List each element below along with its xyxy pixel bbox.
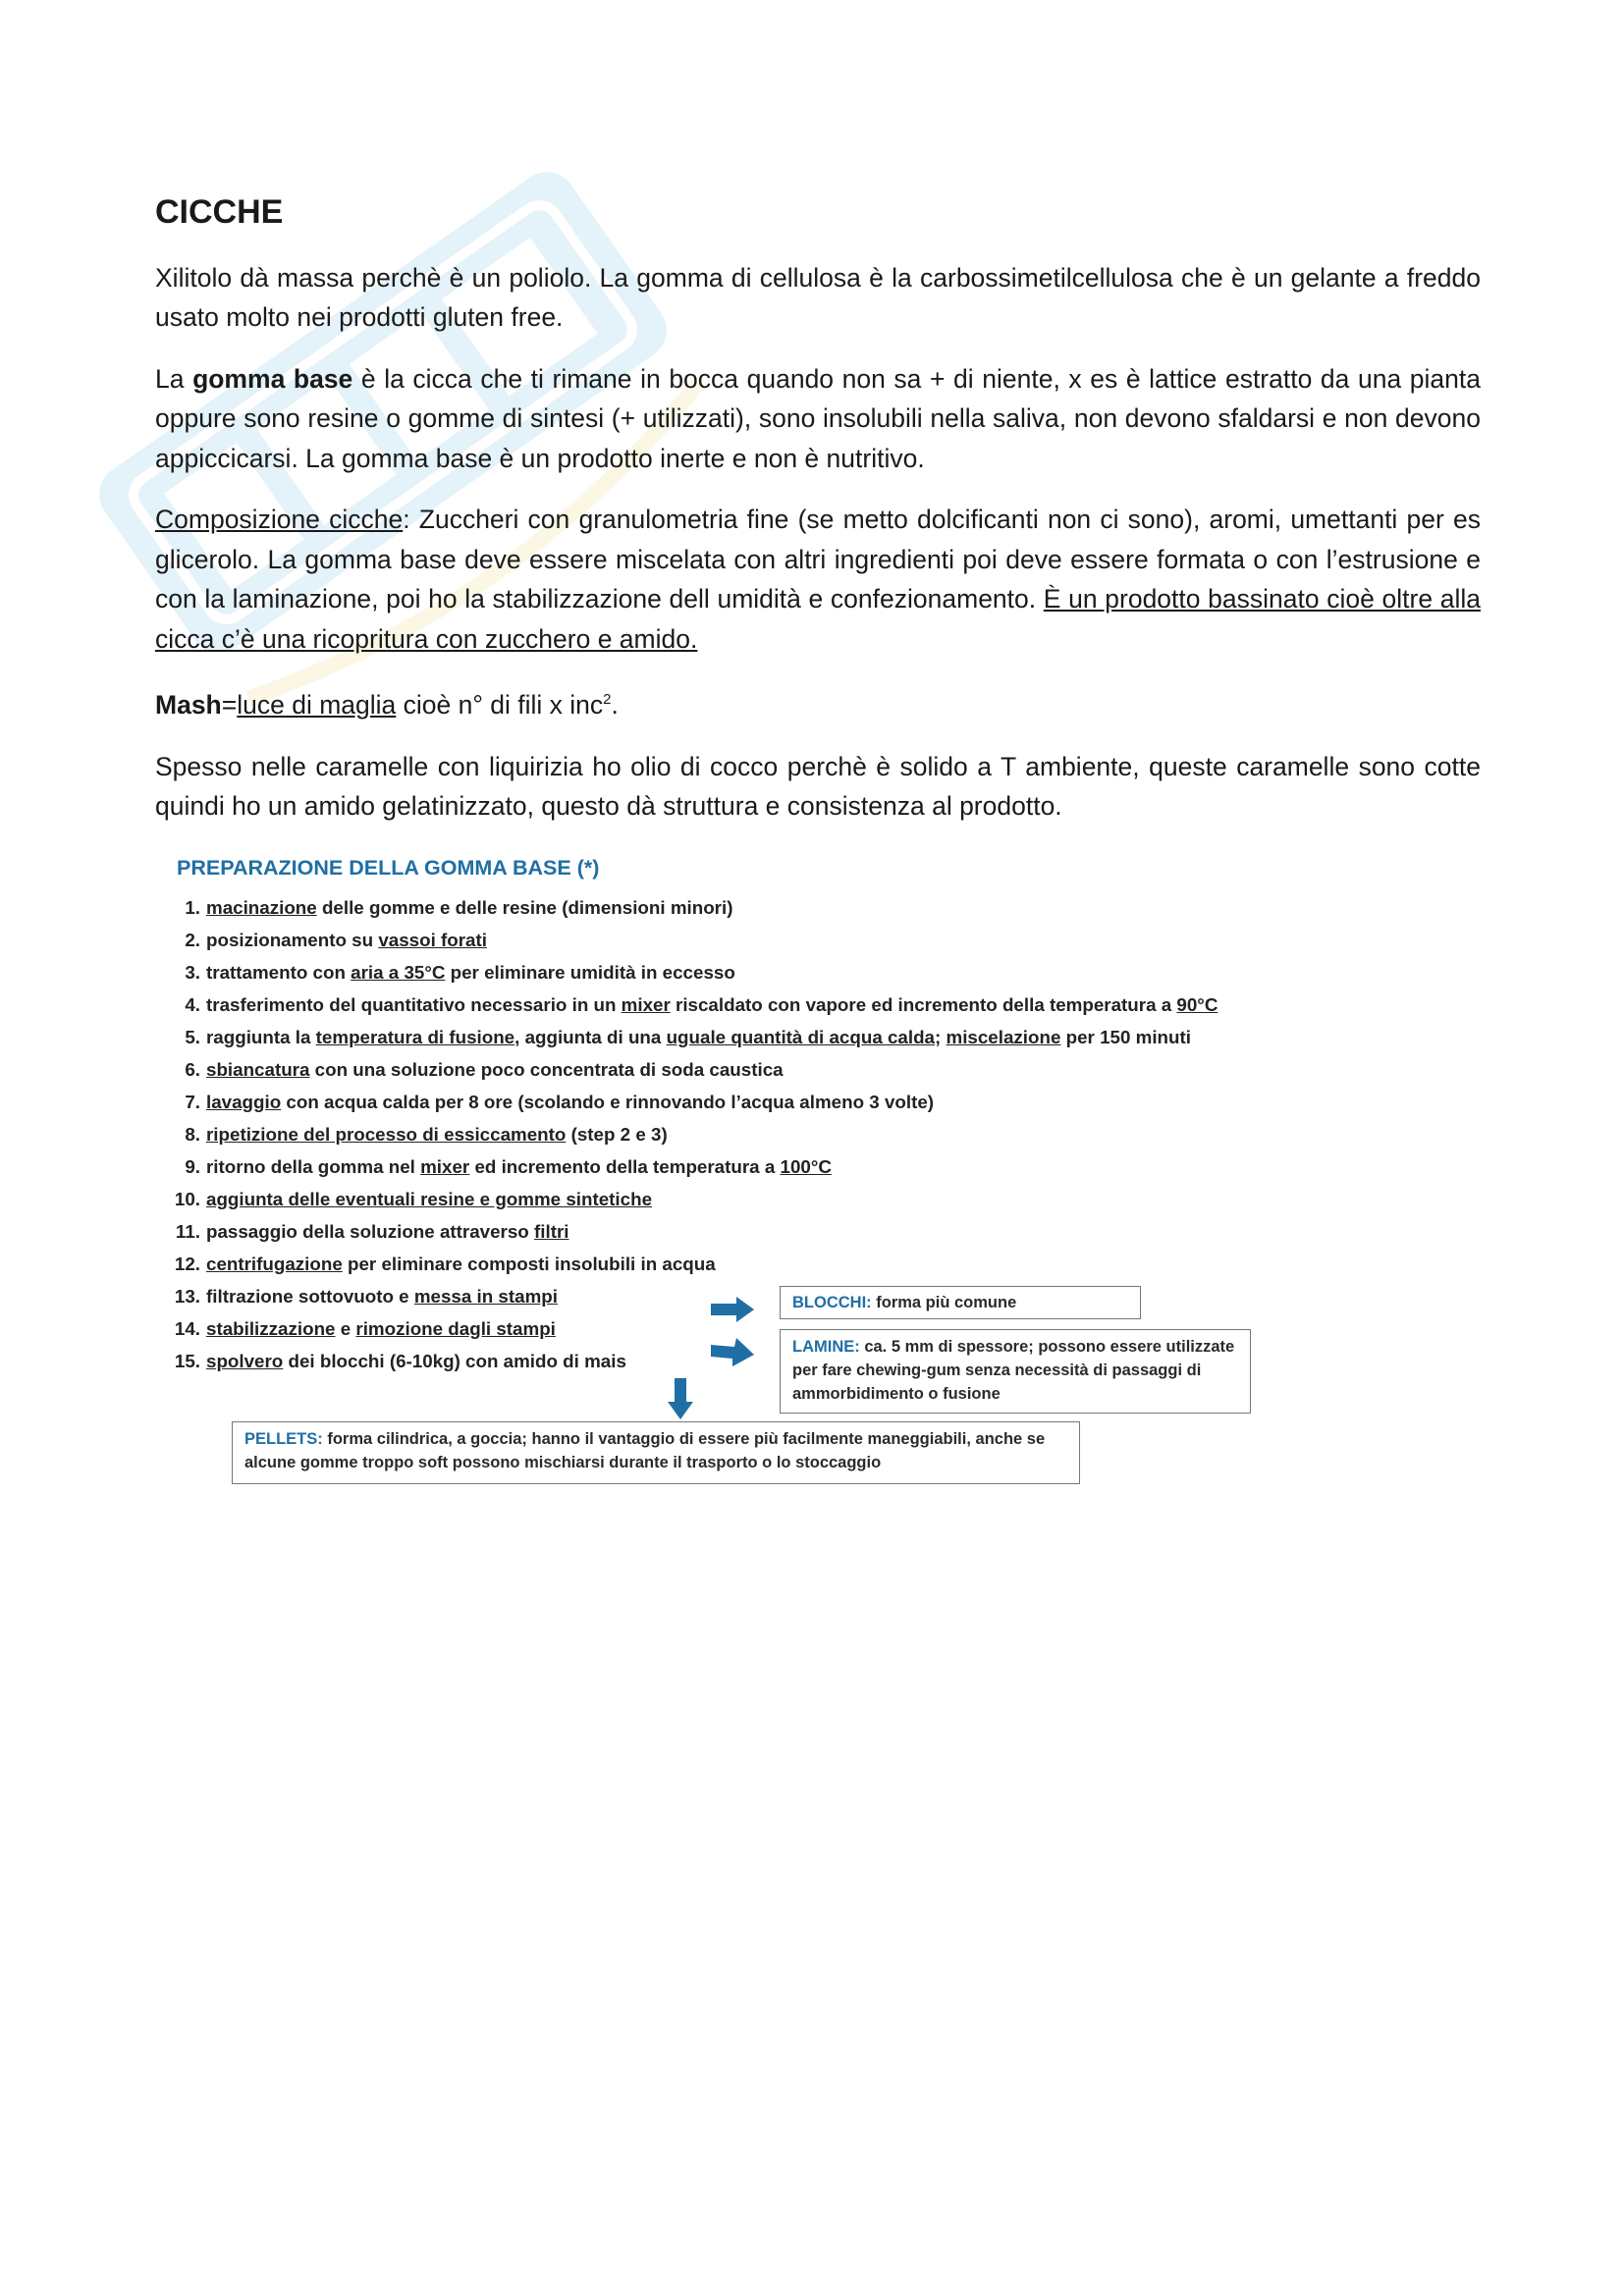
- pellets-box: [232, 1421, 1080, 1484]
- step-number: 6.: [185, 1059, 200, 1080]
- step-text: delle gomme e delle resine (dimensioni minori): [316, 897, 733, 918]
- step-text: per eliminare composti insolubili in acqua: [342, 1254, 716, 1274]
- step-text: trasferimento del quantitativo necessario in un: [206, 994, 622, 1015]
- step-number: 7.: [185, 1092, 200, 1112]
- step-number: 12.: [174, 1254, 200, 1274]
- gomma-base-term: gomma base: [192, 363, 353, 394]
- step-number: 14.: [174, 1318, 200, 1339]
- step-number: 9.: [185, 1156, 200, 1177]
- page-title: CICCHE: [155, 193, 284, 231]
- step-item: [173, 1118, 1217, 1150]
- step-text: 100°C: [780, 1156, 832, 1177]
- step-text: dei blocchi (6-10kg) con amido di mais: [283, 1351, 626, 1371]
- blocchi-tag: BLOCCHI:: [792, 1294, 872, 1311]
- step-text: spolvero: [206, 1351, 284, 1371]
- step-item: [173, 1215, 1217, 1248]
- p2-text-a: La: [155, 363, 193, 394]
- step-item: [173, 1053, 1217, 1086]
- step-text: ed incremento della temperatura a: [469, 1156, 781, 1177]
- step-text: posizionamento su: [206, 930, 379, 950]
- lamine-text: ca. 5 mm di spessore; possono essere utilizzate per fare chewing-gum senza necessità di passaggi di ammorbidimento o fusione: [792, 1338, 1235, 1403]
- paragraph-mash: [155, 680, 1481, 724]
- step-text: , aggiunta di una: [514, 1027, 667, 1047]
- step-text: uguale quantità di acqua calda: [666, 1027, 936, 1047]
- paragraph-composizione: [155, 500, 1481, 659]
- p2-text-c: è la cicca che ti rimane in bocca quando non sa + di niente, x es è lattice estratto da una pianta oppure sono resine o gomme di sintesi (+ utilizzati), sono insolubili nella saliva, non devono sfaldarsi e non devono appiccicarsi. La gomma base è un prodotto inerte e non è nutritivo.: [155, 363, 1481, 473]
- step-text: sbiancatura: [206, 1059, 310, 1080]
- gomma-base-figure: [155, 848, 1274, 1492]
- step-text: raggiunta la: [206, 1027, 316, 1047]
- lamine-tag: LAMINE:: [792, 1338, 860, 1356]
- step-text: miscelazione: [946, 1027, 1061, 1047]
- step-item: [173, 988, 1217, 1021]
- document-body: [155, 192, 1481, 848]
- step-item: [173, 924, 1217, 956]
- step-number: 2.: [185, 930, 200, 950]
- step-number: 15.: [174, 1351, 200, 1371]
- step-text: per eliminare umidità in eccesso: [445, 962, 735, 983]
- step-item: [173, 956, 1217, 988]
- step-text: macinazione: [206, 897, 317, 918]
- step-item: [173, 891, 1217, 924]
- mash-term: Mash: [155, 690, 222, 721]
- step-text: rimozione dagli stampi: [355, 1318, 556, 1339]
- step-text: mixer: [420, 1156, 470, 1177]
- step-number: 10.: [174, 1189, 200, 1209]
- step-text: filtrazione sottovuoto e: [206, 1286, 414, 1307]
- step-item: [173, 1086, 1217, 1118]
- blocchi-text: forma più comune: [871, 1294, 1017, 1311]
- arrow-right-down-icon: [711, 1333, 754, 1366]
- step-text: (step 2 e 3): [566, 1124, 668, 1145]
- p3-text-b: : Zuccheri con granulometria fine (se metto dolcificanti non ci sono), aromi, umettanti per es glicerolo. La gomma base deve essere miscelata con altri ingredienti poi deve essere formata o con l’estrusione e con la laminazione, poi ho la stabilizzazione dell umidità e confezionamento.: [155, 505, 1481, 614]
- step-text: temperatura di fusione: [315, 1027, 515, 1047]
- step-text: 90°C: [1176, 994, 1218, 1015]
- step-text: mixer: [621, 994, 671, 1015]
- step-text: con una soluzione poco concentrata di soda caustica: [309, 1059, 784, 1080]
- figure-title: PREPARAZIONE DELLA GOMMA BASE (*): [177, 856, 600, 880]
- lamine-box: [780, 1329, 1251, 1414]
- step-number: 13.: [174, 1286, 200, 1307]
- step-text: riscaldato con vapore ed incremento della temperatura a: [670, 994, 1177, 1015]
- p4-text-f: .: [611, 690, 619, 721]
- step-text: aggiunta delle eventuali resine e gomme sintetiche: [206, 1189, 653, 1209]
- pellets-text: forma cilindrica, a goccia; hanno il vantaggio di essere più facilmente maneggiabili, anche se alcune gomme troppo soft possono mischiarsi durante il trasporto o lo stoccaggio: [244, 1430, 1046, 1471]
- step-text: ripetizione del processo di essiccamento: [206, 1124, 567, 1145]
- step-number: 4.: [185, 994, 200, 1015]
- step-text: filtri: [534, 1221, 569, 1242]
- step-text: ritorno della gomma nel: [206, 1156, 421, 1177]
- composizione-heading: Composizione cicche: [155, 505, 404, 535]
- step-item: [173, 1021, 1217, 1053]
- step-item: [173, 1248, 1217, 1280]
- paragraph-xilitolo: Xilitolo dà massa perchè è un poliolo. La gomma di cellulosa è la carbossimetilcellulosa che è un gelante a freddo usato molto nei prodotti gluten free.: [155, 262, 1481, 333]
- step-number: 11.: [175, 1221, 200, 1242]
- step-number: 3.: [185, 962, 200, 983]
- paragraph-liquirizia: Spesso nelle caramelle con liquirizia ho olio di cocco perchè è solido a T ambiente, queste caramelle sono cotte quindi ho un amido gelatinizzato, questo dà struttura e consistenza al prodotto.: [155, 751, 1481, 822]
- step-text: e: [335, 1318, 356, 1339]
- step-number: 5.: [185, 1027, 200, 1047]
- arrow-down-icon: [668, 1378, 693, 1419]
- luce-di-maglia: luce di maglia: [237, 690, 397, 721]
- step-text: trattamento con: [206, 962, 352, 983]
- p4-equals: =: [221, 690, 238, 721]
- blocchi-box: [780, 1286, 1141, 1319]
- step-item: [173, 1150, 1217, 1183]
- step-number: 1.: [185, 897, 200, 918]
- step-text: messa in stampi: [413, 1286, 558, 1307]
- step-number: 8.: [185, 1124, 200, 1145]
- p4-superscript: 2: [603, 691, 612, 709]
- step-item: [173, 1183, 1217, 1215]
- step-text: con acqua calda per 8 ore (scolando e rinnovando l’acqua almeno 3 volte): [281, 1092, 935, 1112]
- bassinato-sentence: È un prodotto bassinato cioè oltre alla cicca c’è una ricopritura con zucchero e amido.: [155, 584, 1481, 654]
- p4-text-d: cioè n° di fili x inc: [396, 690, 604, 721]
- paragraph-gomma-base: [155, 359, 1481, 479]
- step-text: lavaggio: [206, 1092, 282, 1112]
- step-text: vassoi forati: [378, 930, 487, 950]
- arrow-right-icon: [711, 1297, 754, 1322]
- step-text: per 150 minuti: [1060, 1027, 1191, 1047]
- step-text: passaggio della soluzione attraverso: [206, 1221, 534, 1242]
- step-text: stabilizzazione: [206, 1318, 336, 1339]
- step-text: ;: [935, 1027, 947, 1047]
- step-text: centrifugazione: [206, 1254, 343, 1274]
- pellets-tag: PELLETS:: [244, 1430, 323, 1448]
- step-text: aria a 35°C: [351, 962, 446, 983]
